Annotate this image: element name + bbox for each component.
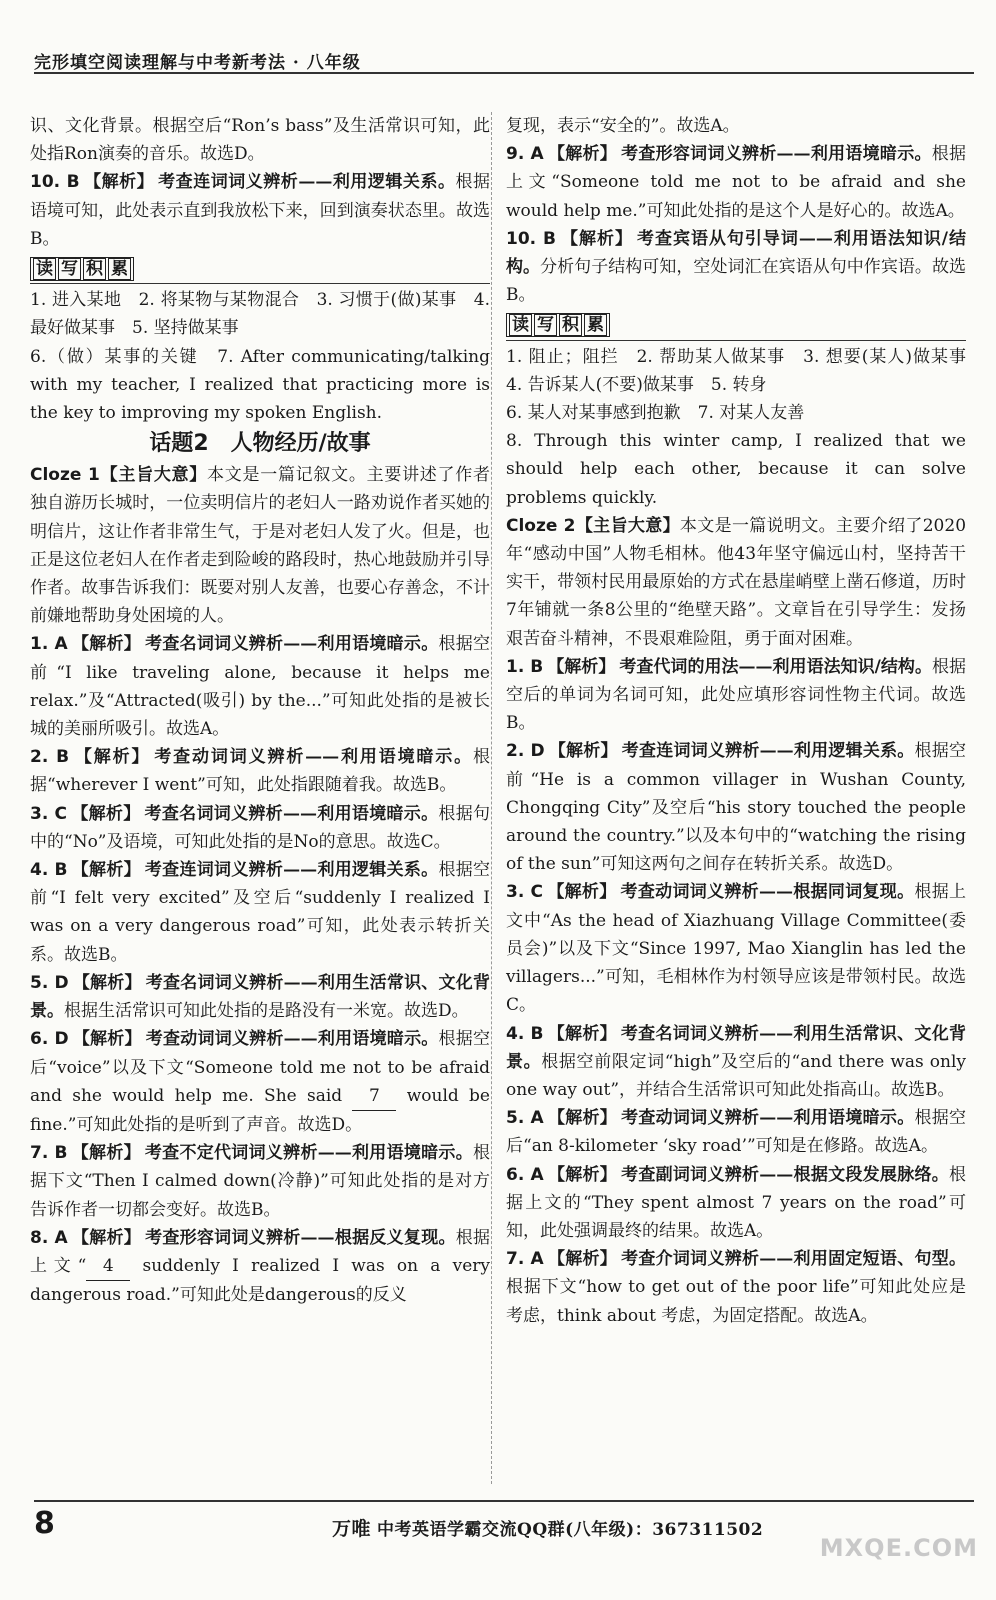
reading-writing-tag: 读 写 积 累	[506, 313, 610, 337]
page-header	[34, 44, 974, 74]
header-title: 完形填空阅读理解与中考新考法 · 八年级	[34, 53, 361, 73]
right-column	[506, 112, 983, 1330]
reading-writing-tag: 读 写 积 累	[30, 257, 134, 281]
blank-number: 4	[86, 1252, 130, 1281]
answer-item: 7. A 【解析】 考查介词词义辨析——利用固定短语、句型。根据下文“how to get out of the poor life”可知此处应是考虑，think about 考虑，为固定搭配。故选A。	[506, 1249, 967, 1326]
left-column	[30, 112, 490, 1309]
answer-item: 9. A 【解析】 考查形容词词义辨析——利用语境暗示。根据上文“Someone told me not to be afraid and she would help me.”可知此处指的是这个人是好心的。故选A。	[506, 144, 967, 221]
answer-item: 7. B 【解析】 考查不定代词词义辨析——利用语境暗示。根据下文“Then I calmed down(冷静)”可知此处指的是对方告诉作者一切都会变好。故选B。	[30, 1143, 490, 1220]
answer-item: 2. B 【解析】 考查动词词义辨析——利用语境暗示。根据“wherever I went”可知，此处指跟随着我。故选B。	[30, 747, 491, 796]
vocab-list: 6. 某人对某事感到抱歉 7. 对某人友善	[506, 403, 805, 424]
answer-item: 6. D 【解析】 考查动词词义辨析——利用语境暗示。根据空后“voice”以及下文“Someone told me not to be afraid and she would help me. She said 7 would be fine.”可知此处指的是听到了声音。故选D。	[30, 1029, 491, 1135]
continued-text: 复现，表示“安全的”。故选A。	[506, 116, 740, 136]
vocab-list: 6.（做）某事的关键 7. After communicating/talking with my teacher, I realized that practicing more is the key to improving my spoken English.	[30, 346, 490, 424]
blank-number: 7	[352, 1082, 396, 1111]
cloze-summary: Cloze 1【主旨大意】本文是一篇记叙文。主要讲述了作者独自游历长城时，一位卖明信片的老妇人一路劝说作者买她的明信片，这让作者非常生气，于是对老妇人发了火。但是，也正是这位老妇人在作者走到险峻的路段时，热心地鼓励并引导作者。故事告诉我们：既要对别人友善，也要心存善念，不计前嫌地帮助身处困境的人。	[30, 465, 490, 627]
brand-logo: 万唯	[332, 1518, 372, 1540]
answer-item: 2. D 【解析】 考查连词词义辨析——利用逻辑关系。根据空前“He is a common villager in Wushan County, Chongqing City”及空后“his story touched the people around the country.”以及本句中的“watching the rising of the sun”可知这两句之间存在转折关系。故选D。	[506, 741, 967, 875]
answer-item: 5. D 【解析】 考查名词词义辨析——利用生活常识、文化背景。根据生活常识可知此处指的是路没有一米宽。故选D。	[30, 972, 491, 1022]
answer-explanation: 根据语境可知，此处表示直到我放松下来，回到演奏状态里。故选B。	[30, 172, 491, 249]
answer-item: 10. B 【解析】 考查宾语从句引导词——利用语法知识/结构。分析句子结构可知，空处词汇在宾语从句中作宾语。故选B。	[506, 228, 967, 306]
reading-writing-header	[506, 309, 966, 340]
answer-item: 4. B 【解析】 考查连词词义辨析——利用逻辑关系。根据空前“I felt very excited”及空后“suddenly I realized I was on a very dangerous road”可知，此处表示转折关系。故选B。	[30, 860, 491, 965]
reading-writing-header	[30, 253, 490, 284]
topic-title: 话题2 人物经历/故事	[149, 431, 371, 457]
continued-text: 识、文化背景。根据空后“Ron’s bass”及生活常识可知，此处指Ron演奏的音乐。故选D。	[30, 116, 490, 165]
answer-item: 3. C 【解析】 考查动词词义辨析——根据同词复现。根据上文中“As the head of Xiazhuang Village Committee(委员会)”以及下文“Since 1997, Mao Xianglin has led the villagers...”可知，毛相林作为村领导应该是带领村民。故选C。	[506, 882, 967, 1016]
answer-item: 3. C 【解析】 考查名词词义辨析——利用语境暗示。根据句中的“No”及语境，可知此处指的是No的意思。故选C。	[30, 803, 491, 852]
answer-item: 4. B 【解析】 考查名词词义辨析——利用生活常识、文化背景。根据空前限定词“high”及空后的“and there was only one way out”，并结合生活常识可知此处指高山。故选B。	[506, 1023, 966, 1100]
answer-item: 6. A 【解析】 考查副词词义辨析——根据文段发展脉络。根据上文的“They spent almost 7 years on the road”可知，此处强调最终的结果。故选A。	[506, 1164, 967, 1241]
site-watermark: MXQE.COM	[819, 1534, 978, 1562]
answer-item	[30, 168, 490, 253]
cloze-summary: Cloze 2【主旨大意】本文是一篇说明文。主要介绍了2020年“感动中国”人物毛相林。他43年坚守偏远山村，坚持苦干实干，带领村民用最原始的方式在悬崖峭壁上凿石修道，历时7年铺就一条8公里的“绝壁天路”。文章旨在引导学生：发扬艰苦奋斗精神，不畏艰难险阻，勇于面对困难。	[506, 515, 967, 649]
answer-item: 1. B 【解析】 考查代词的用法——利用语法知识/结构。根据空后的单词为名词可知，此处应填形容词性物主代词。故选B。	[506, 656, 967, 734]
column-divider	[491, 112, 492, 1484]
answer-item: 1. A 【解析】 考查名词词义辨析——利用语境暗示。根据空前“I like traveling alone, because it helps me relax.”及“Attracted(吸引) by the...”可知此处指的是被长城的美丽所吸引。故选A。	[30, 634, 491, 740]
footer-text: 万唯 中考英语学霸交流QQ群(八年级)：367311502	[332, 1518, 764, 1540]
vocab-list: 1. 阻止；阻拦 2. 帮助某人做某事 3. 想要(某人)做某事 4. 告诉某人(不要)做某事 5. 转身	[506, 346, 983, 395]
vocab-list: 8. Through this winter camp, I realized that we should help each other, because it can solve problems quickly.	[506, 431, 966, 508]
vocab-list: 1. 进入某地 2. 将某物与某物混合 3. 习惯于(做)某事 4. 最好做某事 5. 坚持做某事	[30, 290, 490, 339]
answer-item: 8. A 【解析】 考查形容词词义辨析——根据反义复现。根据上文“ 4 suddenly I realized I was on a very dangerous road.”可知此处是dangerous的反义	[30, 1227, 491, 1306]
answer-item: 5. A 【解析】 考查动词词义辨析——利用语境暗示。根据空后“an 8-kilometer ‘sky road’”可知是在修路。故选A。	[506, 1108, 967, 1157]
answer-key: 10. B 【解析】 考查连词词义辨析——利用逻辑关系。	[30, 172, 456, 193]
page-number: 8	[34, 1506, 55, 1541]
